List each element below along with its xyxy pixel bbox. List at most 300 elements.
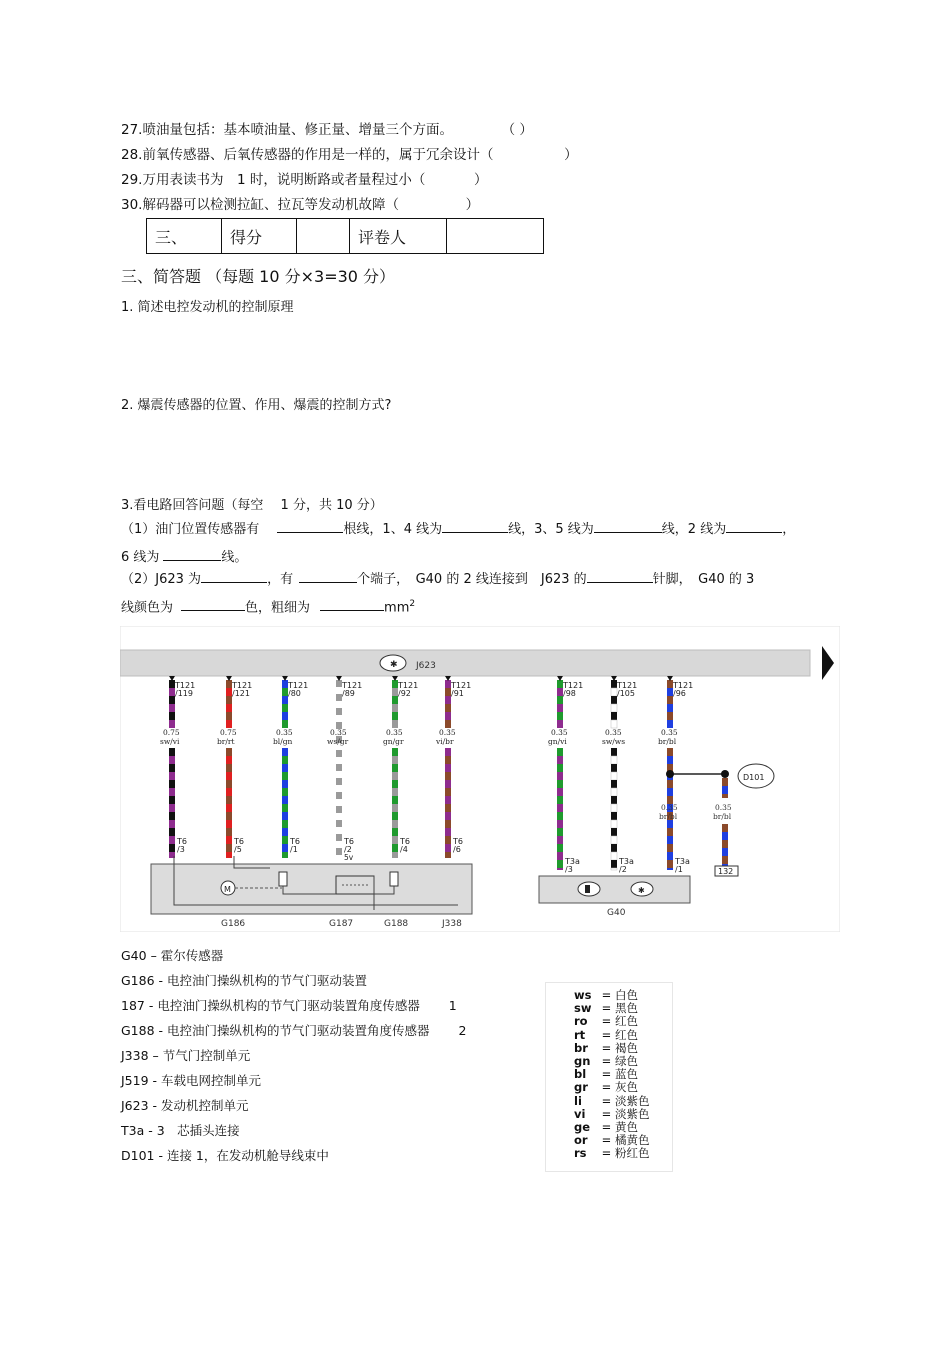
wire-segment — [445, 836, 451, 844]
wire-segment — [445, 844, 451, 852]
wire-segment — [226, 812, 232, 820]
legend-item: G188 - 电控油门操纵机构的节气门驱动装置角度传感器 2 — [121, 1023, 467, 1038]
wire-segment — [557, 796, 563, 804]
wire-segment — [169, 756, 175, 764]
wire-segment — [282, 812, 288, 820]
hall-element-icon — [585, 885, 590, 893]
wire-size-label: 0.35 — [551, 728, 568, 737]
wire-segment — [557, 804, 563, 812]
part-text: （2）J623 为 — [121, 572, 202, 587]
pin-top-label: T121 — [451, 681, 472, 690]
wire-segment — [611, 860, 617, 868]
question-short-3: 3.看电路回答问题（每空 1 分，共 10 分） — [121, 498, 383, 513]
wire-segment — [169, 804, 175, 812]
wire-segment — [282, 748, 288, 756]
ground-132-label: 132 — [718, 867, 734, 876]
wire-segment — [392, 796, 398, 804]
wire-color-label: sw/vi — [160, 737, 180, 746]
wire-size-label: 0.35 — [330, 728, 347, 737]
wire-segment — [336, 764, 342, 771]
wire-segment — [445, 820, 451, 828]
connector-label: T6 — [234, 837, 244, 846]
wire-segment — [226, 712, 232, 720]
wire-segment — [336, 806, 342, 813]
legend-item: D101 - 连接 1，在发动机舱导线束中 — [121, 1148, 329, 1163]
question-short-1: 1. 简述电控发动机的控制原理 — [121, 300, 294, 315]
color-name: 绿色 — [614, 1054, 638, 1068]
wire-segment — [392, 788, 398, 796]
wire-segment — [722, 832, 728, 840]
wire-segment — [667, 836, 673, 844]
wire-segment — [282, 828, 288, 836]
color-code-equals: = — [598, 1014, 615, 1029]
connector-label: T3a — [619, 857, 634, 866]
wire-segment — [722, 848, 728, 856]
wire-segment — [667, 868, 673, 870]
wire-segment — [611, 712, 617, 720]
branch-color-2: br/bl — [713, 812, 732, 821]
answer-blank[interactable] — [726, 520, 782, 533]
wire-segment — [667, 844, 673, 852]
wire-segment — [169, 748, 175, 756]
answer-paren: （ ） — [501, 122, 533, 138]
wire-segment — [336, 848, 342, 855]
part-text: （1）油门位置传感器有 — [121, 522, 260, 537]
wire-segment — [226, 772, 232, 780]
part-text: 线。 — [221, 550, 248, 565]
color-code-row — [574, 1095, 649, 1108]
voltage-label: 5v — [344, 853, 354, 862]
color-name: 淡紫色 — [614, 1106, 650, 1121]
color-code-row — [574, 1015, 638, 1028]
wire-segment — [445, 720, 451, 728]
score-value-cell[interactable] — [297, 219, 350, 254]
color-code-equals: = — [598, 1093, 615, 1108]
pin-top-label: T121 — [342, 681, 363, 690]
wire-segment — [611, 812, 617, 820]
wire-segment — [282, 804, 288, 812]
pin-number-label: /80 — [288, 689, 301, 698]
reviewer-value-cell[interactable] — [447, 219, 544, 254]
wire-segment — [392, 820, 398, 828]
score-table — [146, 218, 544, 254]
wire-segment — [611, 788, 617, 796]
wire-segment — [392, 828, 398, 836]
wire-segment — [226, 796, 232, 804]
wire-segment — [611, 796, 617, 804]
wire-segment — [226, 788, 232, 796]
color-name: 红色 — [614, 1027, 638, 1042]
wire-segment — [611, 828, 617, 836]
wire-segment — [557, 788, 563, 796]
wire-segment — [557, 704, 563, 712]
wire-segment — [611, 844, 617, 852]
wire-segment — [226, 804, 232, 812]
part-text: 线颜色为 — [121, 600, 174, 616]
legend-item: J338 – 节气门控制单元 — [121, 1048, 251, 1063]
wire-color-label: vi/br — [436, 737, 454, 746]
connector-label: T6 — [177, 837, 187, 846]
pin-number-label: /121 — [232, 689, 250, 698]
part-text: ， — [782, 522, 796, 537]
wire-segment — [392, 812, 398, 820]
wire-segment — [557, 812, 563, 820]
wire-segment — [667, 828, 673, 836]
color-code-row — [574, 1042, 638, 1055]
wire-segment — [226, 748, 232, 756]
question-28 — [121, 146, 578, 164]
wire-size-label: 0.35 — [276, 728, 293, 737]
color-code: rt — [574, 1027, 586, 1042]
color-code-row — [574, 1002, 638, 1015]
branch-size-1: 0.35 — [661, 803, 678, 812]
pin-number-label: /91 — [451, 689, 464, 698]
color-name: 黑色 — [614, 1001, 638, 1016]
wire-segment — [445, 748, 451, 756]
color-code-equals: = — [598, 1027, 615, 1042]
color-code-equals: = — [598, 1080, 615, 1095]
color-code-row — [574, 989, 638, 1002]
wire-segment — [169, 844, 175, 852]
legend-item: J623 - 发动机控制单元 — [121, 1098, 249, 1113]
sensor-resistor-icon — [279, 872, 287, 886]
color-code-equals: = — [598, 1001, 615, 1016]
wire-segment — [557, 748, 563, 756]
connector-label: T3a — [565, 857, 580, 866]
wire-segment — [557, 756, 563, 764]
score-label-cell: 得分 — [222, 219, 297, 254]
wire-segment — [611, 764, 617, 772]
wire-segment — [336, 750, 342, 757]
pin-top-label: T121 — [175, 681, 196, 690]
color-name: 粉红色 — [614, 1146, 650, 1161]
wire-segment — [169, 780, 175, 788]
wire-segment — [392, 712, 398, 720]
pin-number-label: /89 — [342, 689, 355, 698]
color-code: vi — [574, 1106, 586, 1121]
part-text: 线，2 线为 — [661, 522, 727, 537]
part-text: 根线，1、4 线为 — [343, 522, 443, 537]
wire-segment — [445, 756, 451, 764]
wire-size-label: 0.75 — [220, 728, 237, 737]
color-code: bl — [574, 1067, 587, 1082]
color-code-equals: = — [598, 1054, 615, 1068]
wire-segment — [611, 704, 617, 712]
wire-segment — [445, 852, 451, 858]
connector-pin-label: /2 — [619, 865, 627, 874]
wire-segment — [226, 720, 232, 728]
wire-segment — [169, 812, 175, 820]
wire-segment — [611, 836, 617, 844]
connector-pin-label: /5 — [234, 845, 242, 854]
wire-color-label: sw/ws — [602, 737, 626, 746]
wire-segment — [282, 720, 288, 728]
color-code: sw — [574, 1001, 592, 1016]
answer-blank[interactable] — [201, 570, 267, 583]
wire-segment — [445, 780, 451, 788]
wire-segment — [282, 764, 288, 772]
wire-color-label: br/bl — [658, 737, 677, 746]
wire-segment — [392, 764, 398, 772]
branch-color-1: br/bl — [659, 812, 678, 821]
wire-segment — [336, 708, 342, 715]
answer-blank[interactable] — [442, 520, 508, 533]
wire-segment — [722, 824, 728, 832]
reviewer-label-cell: 评卷人 — [350, 219, 447, 254]
wire-segment — [722, 786, 728, 794]
color-code: ro — [574, 1014, 588, 1029]
question-text: 30.解码器可以检测拉缸、拉瓦等发动机故障（ — [121, 197, 399, 213]
question-3-part1 — [121, 520, 795, 539]
junction-dot — [666, 770, 674, 778]
color-code: br — [574, 1040, 588, 1055]
wire-segment — [611, 780, 617, 788]
wire-segment — [611, 756, 617, 764]
wire-segment — [282, 852, 288, 858]
wire-segment — [445, 704, 451, 712]
color-code-equals: = — [598, 1146, 615, 1161]
wire-segment — [392, 844, 398, 852]
wire-segment — [226, 852, 232, 858]
wire-segment — [282, 796, 288, 804]
color-code-row — [574, 1055, 638, 1068]
color-name: 黄色 — [614, 1120, 638, 1134]
wire-segment — [336, 792, 342, 799]
color-code: ws — [574, 988, 592, 1002]
wire-segment — [169, 788, 175, 796]
question-text: 29.万用表读书为 1 时，说明断路或者量程过小（ — [121, 172, 426, 188]
wire-segment — [392, 852, 398, 858]
answer-blank[interactable] — [587, 570, 653, 583]
question-short-2: 2. 爆震传感器的位置、作用、爆震的控制方式? — [121, 398, 392, 413]
part-text: 个端子， G40 的 2 线连接到 J623 的 — [357, 572, 587, 587]
wire-segment — [169, 820, 175, 828]
wire-segment — [445, 788, 451, 796]
junction-dot — [721, 770, 729, 778]
connector-pin-label: /4 — [400, 845, 408, 854]
wire-segment — [611, 804, 617, 812]
wire-segment — [226, 836, 232, 844]
wire-segment — [557, 772, 563, 780]
color-code-equals: = — [598, 1120, 615, 1134]
wire-segment — [722, 856, 728, 864]
wire-segment — [282, 836, 288, 844]
label-g187: G187 — [329, 919, 354, 929]
color-code-row — [574, 1108, 649, 1121]
ecu-label: J623 — [416, 661, 436, 671]
d101-label: D101 — [743, 773, 765, 782]
part-text: ，有 — [267, 572, 294, 587]
color-code: gr — [574, 1080, 588, 1095]
answer-paren: ） — [465, 197, 480, 213]
wire-segment — [282, 820, 288, 828]
question-3-part2-cont — [121, 595, 415, 617]
pin-top-label: T121 — [232, 681, 253, 690]
question-text: 27.喷油量包括：基本喷油量、修正量、增量三个方面。 — [121, 122, 453, 138]
color-code-row — [574, 1081, 638, 1094]
wire-segment — [667, 788, 673, 796]
wire-segment — [336, 834, 342, 841]
answer-paren: ） — [473, 172, 488, 188]
wire-segment — [169, 712, 175, 720]
wire-segment — [667, 748, 673, 756]
wire-segment — [169, 772, 175, 780]
wire-segment — [611, 772, 617, 780]
label-j338: J338 — [442, 919, 462, 929]
wire-segment — [667, 820, 673, 828]
color-code-row — [574, 1134, 649, 1147]
wire-color-label: bl/gn — [273, 737, 293, 746]
sensor-resistor-icon — [390, 872, 398, 886]
section-title: 三、简答题 （每题 10 分×3=30 分） — [121, 267, 396, 286]
connector-pin-label: /1 — [290, 845, 298, 854]
wire-color-label: ws/gr — [327, 737, 349, 746]
connector-label: T3a — [675, 857, 690, 866]
wire-segment — [445, 804, 451, 812]
branch-size-2: 0.35 — [715, 803, 732, 812]
g40-body — [539, 876, 690, 903]
wire-segment — [722, 840, 728, 848]
question-text: 28.前氧传感器、后氧传感器的作用是一样的，属于冗余设计（ — [121, 147, 494, 163]
wire-color-label: br/rt — [217, 737, 235, 746]
connector-label: T6 — [290, 837, 300, 846]
color-code-row — [574, 1068, 638, 1081]
color-code-row — [574, 1029, 638, 1042]
wire-segment — [611, 868, 617, 870]
wire-segment — [557, 820, 563, 828]
answer-blank[interactable] — [320, 598, 384, 611]
wire-segment — [611, 720, 617, 728]
wire-segment — [282, 712, 288, 720]
wire-segment — [282, 704, 288, 712]
part-text: mm — [384, 600, 410, 616]
wire-segment — [226, 780, 232, 788]
color-name: 淡紫色 — [614, 1093, 650, 1108]
pin-number-label: /105 — [617, 689, 635, 698]
color-code-equals: = — [598, 1067, 615, 1082]
wire-size-label: 0.35 — [605, 728, 622, 737]
color-code-equals: = — [598, 1133, 615, 1148]
color-code: or — [574, 1133, 588, 1148]
wire-segment — [667, 756, 673, 764]
unit-superscript: 2 — [409, 599, 416, 609]
wire-segment — [169, 836, 175, 844]
wire-segment — [392, 804, 398, 812]
color-name: 褐色 — [614, 1040, 638, 1055]
pin-number-label: /96 — [673, 689, 686, 698]
connector-pin-label: /3 — [177, 845, 185, 854]
color-code-row — [574, 1147, 649, 1160]
wire-segment — [445, 796, 451, 804]
legend-item: T3a - 3 芯插头连接 — [121, 1123, 240, 1138]
section-cell: 三、 — [147, 219, 222, 254]
question-30 — [121, 196, 479, 214]
wire-segment — [392, 780, 398, 788]
pin-top-label: T121 — [673, 681, 694, 690]
wire-segment — [282, 780, 288, 788]
wire-segment — [169, 764, 175, 772]
wire-segment — [557, 852, 563, 860]
wire-segment — [722, 778, 728, 786]
wire-color-label: gn/gr — [383, 737, 404, 746]
answer-paren: ） — [564, 147, 578, 163]
wire-segment — [445, 712, 451, 720]
connector-pin-label: /2 — [344, 845, 352, 854]
part-text: 针脚， G40 的 3 — [652, 572, 755, 587]
answer-blank[interactable] — [594, 520, 662, 533]
color-name: 橘黄色 — [614, 1133, 650, 1148]
wire-segment — [392, 720, 398, 728]
wire-segment — [445, 764, 451, 772]
answer-blank[interactable] — [181, 598, 245, 611]
color-code: ge — [574, 1120, 591, 1134]
question-27 — [121, 121, 533, 139]
wire-segment — [282, 844, 288, 852]
motor-glyph: M — [224, 885, 231, 894]
wire-segment — [667, 860, 673, 868]
wire-segment — [392, 756, 398, 764]
connector-label: T6 — [344, 837, 354, 846]
color-name: 灰色 — [614, 1080, 638, 1095]
wire-size-label: 0.75 — [163, 728, 180, 737]
wire-segment — [557, 836, 563, 844]
color-code-table — [545, 982, 673, 1172]
color-code: gn — [574, 1054, 591, 1068]
wire-segment — [169, 720, 175, 728]
wire-segment — [611, 748, 617, 756]
color-code-equals: = — [598, 1040, 615, 1055]
color-name: 蓝色 — [614, 1067, 638, 1082]
answer-blank[interactable] — [299, 570, 357, 583]
pin-number-label: /98 — [563, 689, 576, 698]
wire-segment — [336, 778, 342, 785]
wire-segment — [667, 704, 673, 712]
part-text: 6 线为 — [121, 550, 160, 565]
pin-number-label: /92 — [398, 689, 411, 698]
wire-segment — [445, 828, 451, 836]
connector-label: T6 — [453, 837, 463, 846]
legend-item: 187 - 电控油门操纵机构的节气门驱动装置角度传感器 1 — [121, 998, 457, 1013]
question-3-part2 — [121, 570, 754, 589]
legend-item: G40 – 霍尔传感器 — [121, 948, 224, 963]
wire-segment — [557, 844, 563, 852]
question-29 — [121, 171, 487, 189]
wire-color-label: gn/vi — [548, 737, 567, 746]
color-name: 白色 — [614, 988, 638, 1002]
wire-segment — [557, 764, 563, 772]
label-g186: G186 — [221, 919, 246, 929]
color-code: li — [574, 1093, 582, 1108]
answer-blank[interactable] — [163, 548, 221, 561]
wire-segment — [667, 780, 673, 788]
wire-segment — [336, 820, 342, 827]
wire-size-label: 0.35 — [661, 728, 678, 737]
wire-segment — [557, 780, 563, 788]
wire-size-label: 0.35 — [439, 728, 456, 737]
answer-blank[interactable] — [277, 520, 343, 533]
hall-output-glyph: ✱ — [638, 886, 645, 895]
wire-segment — [557, 720, 563, 728]
wire-segment — [722, 794, 728, 798]
connector-pin-label: /6 — [453, 845, 461, 854]
connector-pin-label: /3 — [565, 865, 573, 874]
wire-segment — [392, 772, 398, 780]
pin-top-label: T121 — [398, 681, 419, 690]
wire-segment — [226, 704, 232, 712]
wire-segment — [392, 748, 398, 756]
j338-body — [151, 864, 472, 914]
j623-bus — [120, 650, 810, 676]
